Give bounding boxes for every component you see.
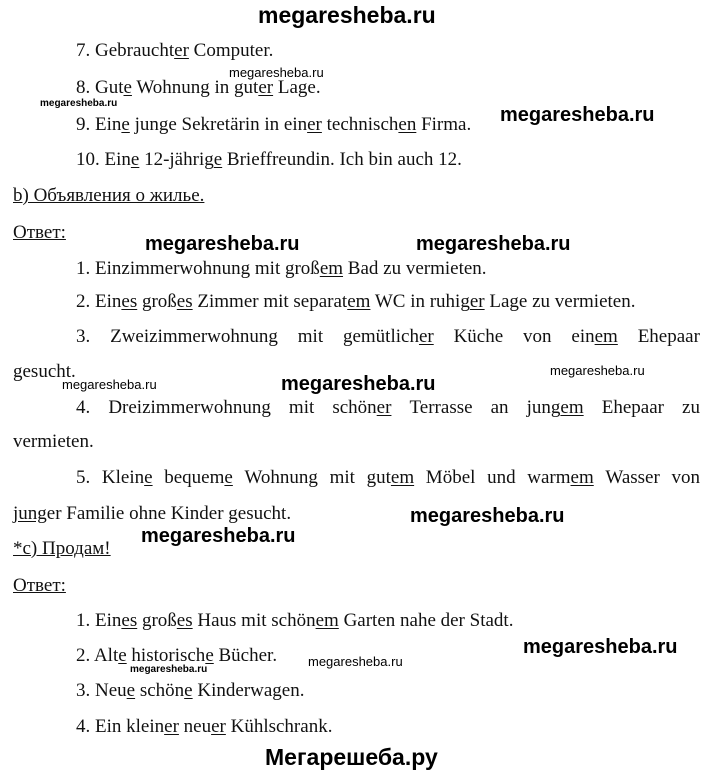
part-a-item-9: 9. Eine junge Sekretärin in einer technischen Firma. [76,114,472,135]
part-b-item-5-line-1: 5. Kleine bequeme Wohnung mit gutem Möbel und warmem Wasser von [76,467,700,488]
part-b-item-5-line-2: junger Familie ohne Kinder gesucht. [13,503,292,524]
watermark-top: megaresheba.ru [500,104,655,126]
part-b-item-4-line-2: vermieten. [13,431,94,452]
watermark-bottom: Мегарешеба.ру [265,744,438,770]
watermark-small: megaresheba.ru [229,65,324,80]
part-b-item-3-line-1: 3. Zweizimmerwohnung mit gemütlicher Küche von einem Ehepaar [76,326,700,347]
answer-label: Ответ: [13,222,66,243]
part-c-item-1: 1. Eines großes Haus mit schönem Garten nahe der Stadt. [76,610,514,631]
watermark-small: megaresheba.ru [130,664,208,675]
part-a-item-10: 10. Eine 12-jährige Brieffreundin. Ich bin auch 12. [76,149,462,170]
part-b-item-3-line-2: gesucht. [13,361,76,382]
watermark-top: megaresheba.ru [258,2,436,28]
answer-label: Ответ: [13,575,66,596]
part-c-item-2: 2. Alte historische Bücher. [76,645,278,666]
part-c-item-3: 3. Neue schöne Kinderwagen. [76,680,305,701]
section-heading-b: b) Объявления о жилье. [13,185,205,206]
watermark-top: megaresheba.ru [523,636,678,658]
part-b-item-4-line-1: 4. Dreizimmerwohnung mit schöner Terrasse an jungem Ehepaar zu [76,397,700,418]
watermark-small: megaresheba.ru [62,377,157,392]
part-b-item-2: 2. Eines großes Zimmer mit separatem WC in ruhiger Lage zu vermieten. [76,291,636,312]
part-a-item-7: 7. Gebrauchter Computer. [76,40,274,61]
part-a-item-8: 8. Gute Wohnung in guter Lage. [76,77,321,98]
watermark-small: megaresheba.ru [40,98,118,109]
watermark-small: megaresheba.ru [550,363,645,378]
part-c-item-4: 4. Ein kleiner neuer Kühlschrank. [76,716,333,737]
section-heading-c: *c) Продам! [13,538,111,559]
watermark-top: megaresheba.ru [145,233,300,255]
part-b-item-1: 1. Einzimmerwohnung mit großem Bad zu vermieten. [76,258,487,279]
watermark-top: megaresheba.ru [281,373,436,395]
watermark-small: megaresheba.ru [308,654,403,669]
watermark-top: megaresheba.ru [410,505,565,527]
watermark-top: megaresheba.ru [141,525,296,547]
watermark-top: megaresheba.ru [416,233,571,255]
